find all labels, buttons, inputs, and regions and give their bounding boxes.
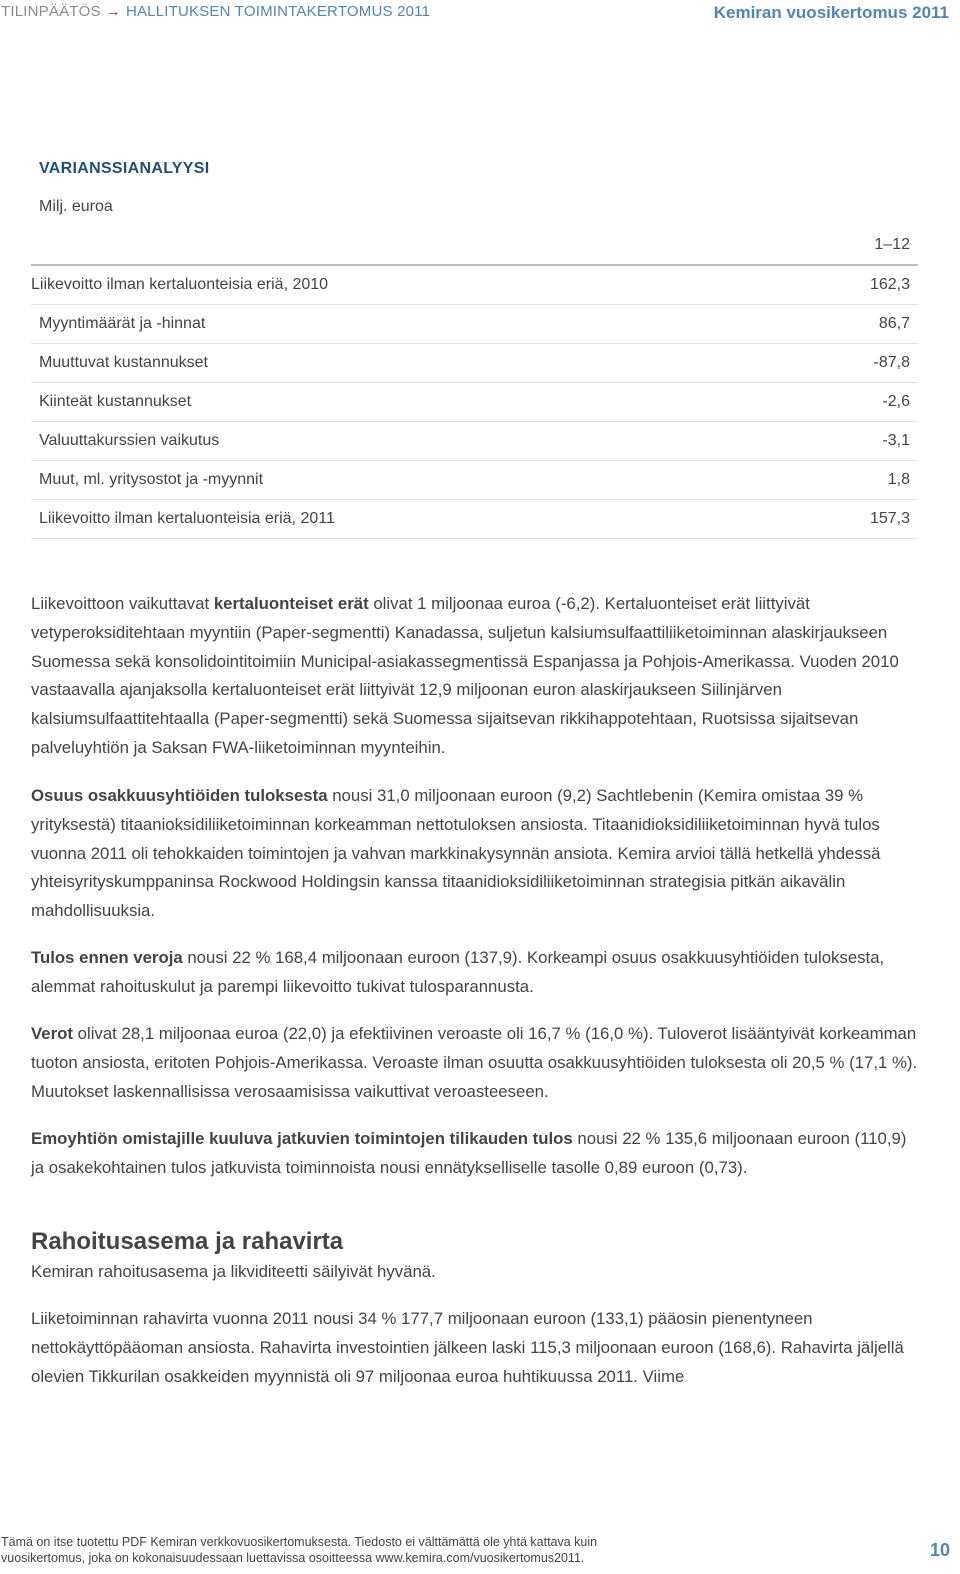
footer-line: vuosikertomus, joka on kokonaisuudessaan luettavissa osoitteessa www.kemira.com/vuosikertomus2011.	[1, 1551, 585, 1565]
period-header: 1–12	[31, 226, 918, 265]
paragraph-taxes	[31, 1020, 923, 1106]
financing-heading: Rahoitusasema ja rahavirta	[31, 1228, 344, 1255]
row-value: 1,8	[797, 461, 918, 500]
variance-table	[31, 226, 918, 539]
breadcrumb-root-link[interactable]: TILINPÄÄTÖS	[1, 3, 101, 20]
breadcrumb-current-link[interactable]: HALLITUKSEN TOIMINTAKERTOMUS 2011	[125, 3, 431, 20]
paragraph-bold-lead: kertaluonteiset erät	[213, 594, 369, 613]
page-number: 10	[929, 1540, 950, 1560]
row-label: Liikevoitto ilman kertaluonteisia eriä, 2011	[31, 500, 797, 539]
paragraph-associates	[31, 782, 923, 926]
paragraph-bold-lead: Emoyhtiön omistajille kuuluva jatkuvien toimintojen tilikauden tulos	[31, 1129, 573, 1148]
paragraph-text: olivat 1 miljoonaa euroa (-6,2). Kertaluonteiset erät liittyivät vetyperoksiditehtaan myyntiin (Paper-segmentti) Kanadassa, suljetun kalsiumsulfaattiliiketoiminnan alaskirjaukseen Suomessa sekä konsolidointitoimiin Municipal-asiakassegmentissä Espanjassa ja Pohjois-Amerikassa. Vuoden 2010 vastaavalla ajanjaksolla kertaluonteiset erät liittyivät 12,9 miljoonan euron alaskirjaukseen Siilinjärven kalsiumsulfaattitehtaalla (Paper-segmentti) sekä Suomessa sijaitsevan rikkihappotehtaan, Ruotsissa sijaitsevan palveluyhtiön ja Saksan FWA-liiketoiminnan myynteihin.	[31, 594, 899, 757]
paragraph-bold-lead: Tulos ennen veroja	[31, 948, 183, 967]
table-row	[31, 383, 918, 422]
row-value: -87,8	[797, 344, 918, 383]
row-value: 86,7	[797, 305, 918, 344]
paragraph-text: nousi 22 % 135,6 miljoonaan euroon (110,9) ja osakekohtainen tulos jatkuvista toiminnoista nousi ennätykselliselle tasolle 0,89 euroon (0,73).	[31, 1129, 907, 1177]
table-row	[31, 461, 918, 500]
page-footer	[1, 1534, 701, 1566]
variance-title: VARIANSSIANALYYSI	[39, 160, 210, 177]
table-header-row	[31, 226, 918, 265]
paragraph-bold-lead: Verot	[31, 1024, 73, 1043]
paragraph-text: nousi 31,0 miljoonaan euroon (9,2) Sachtlebenin (Kemira omistaa 39 % yrityksestä) titaanioksidiliiketoiminnan korkeamman nettotuloksen ansiosta. Titaanidioksidiliiketoiminnan hyvä tulos vuonna 2011 oli tehokkaiden toimintojen ja vahvan markkinakysynnän ansiota. Kemira arvioi tällä hetkellä yhdessä yhteisyrityskumppaninsa Rockwood Holdingsin kanssa titaanidioksidiliiketoiminnan strategisia pitkän aikavälin mahdollisuuksia.	[31, 786, 881, 921]
row-value: 162,3	[797, 265, 918, 305]
table-row	[31, 344, 918, 383]
paragraph-text: olivat 28,1 miljoonaa euroa (22,0) ja efektiivinen veroaste oli 16,7 % (16,0 %). Tuloverot lisääntyivät korkeamman tuoton ansiosta, eritoten Pohjois-Amerikassa. Veroaste ilman osuutta osakkuusyhtiöiden tuloksesta oli 20,5 % (17,1 %). Muutokset laskennallisissa verosaamisissa vaikuttivat veroasteeseen.	[31, 1024, 918, 1101]
table-row	[31, 422, 918, 461]
row-label: Kiinteät kustannukset	[31, 383, 797, 422]
paragraph-text: Liikevoittoon vaikuttavat	[31, 594, 214, 613]
paragraph-profit-before-tax	[31, 944, 923, 1002]
row-label: Valuuttakurssien vaikutus	[31, 422, 797, 461]
table-row	[31, 265, 918, 305]
report-title: Kemiran vuosikertomus 2011	[713, 3, 949, 22]
row-value: -2,6	[797, 383, 918, 422]
variance-unit-label: Milj. euroa	[39, 198, 113, 215]
paragraph-one-time-items	[31, 590, 923, 763]
row-label: Muut, ml. yritysostot ja -myynnit	[31, 461, 797, 500]
breadcrumb	[1, 3, 430, 20]
paragraph-text: nousi 22 % 168,4 miljoonaan euroon (137,9). Korkeampi osuus osakkuusyhtiöiden tuloksesta, alemmat rahoituskulut ja parempi liikevoitto tukivat tulosparannusta.	[31, 948, 885, 996]
footer-line: Tämä on itse tuotettu PDF Kemiran verkkovuosikertomuksesta. Tiedosto ei välttämättä ole yhtä kattava kuin	[1, 1535, 598, 1549]
row-value: -3,1	[797, 422, 918, 461]
row-label: Muuttuvat kustannukset	[31, 344, 797, 383]
table-row	[31, 305, 918, 344]
paragraph-cash-flow: Liiketoiminnan rahavirta vuonna 2011 nousi 34 % 177,7 miljoonaan euroon (133,1) pääosin pienentyneen nettokäyttöpääoman ansiosta. Rahavirta investointien jälkeen laski 115,3 miljoonaan euroon (168,6). Rahavirta jäljellä olevien Tikkurilan osakkeiden myynnistä oli 97 miljoonaa euroa huhtikuussa 2011. Viime	[31, 1309, 904, 1386]
paragraph-net-profit	[31, 1125, 923, 1183]
breadcrumb-arrow-icon: →	[105, 3, 121, 20]
page-header	[0, 0, 960, 26]
paragraph-bold-lead: Osuus osakkuusyhtiöiden tuloksesta	[31, 786, 328, 805]
row-value: 157,3	[797, 500, 918, 539]
row-label: Liikevoitto ilman kertaluonteisia eriä, 2010	[31, 265, 797, 305]
financing-lead: Kemiran rahoitusasema ja likviditeetti säilyivät hyvänä.	[31, 1262, 436, 1281]
row-label: Myyntimäärät ja -hinnat	[31, 305, 797, 344]
table-row	[31, 500, 918, 539]
